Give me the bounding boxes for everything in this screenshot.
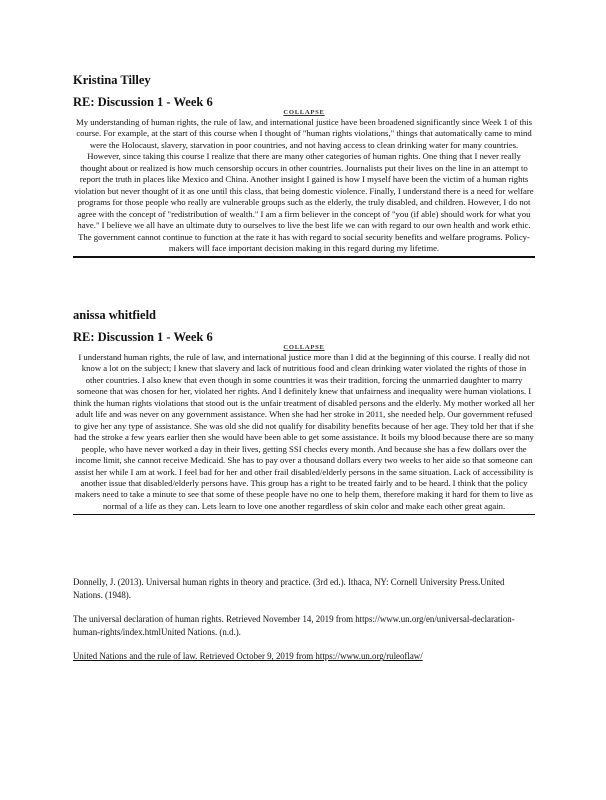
post-body: My understanding of human rights, the rule of law, and international justice have been broadened significantly since Week 1 of this course. For example, at the start of this course when I thought of "human rights violations," things that automatically came to mind were the Holocaust, slavery, starvation in poor countries, and not having access to clean drinking water for many countries. However, since taking this course I realize that there are many other categories of human rights. One thing that I never really thought about or realized is how much censorship occurs in other countries. Journalists put their lives on the line in an attempt to report the truth in places like Mexico and China. Another insight I gained is how I myself have been the victim of a human rights violation but never thought of it as one until this class, that being domestic violence. Finally, I understand there is a need for welfare programs for those people who really are vulnerable groups such as the elderly, the truly disabled, and children. However, I do not agree with the concept of "redistribution of wealth." I am a firm believer in the concept of "you (if able) should work for what you have." I believe we all have an ultimate duty to ourselves to live the best life we can with regard to our own health and work ethic. The government cannot continue to function at the rate it has with regard to social security benefits and welfare programs. Policy-makers will face important decision making in this regard during my lifetime. <box>74 117 534 253</box>
discussion-post <box>73 73 535 258</box>
post-divider <box>73 256 535 258</box>
post-subject: RE: Discussion 1 - Week 6 <box>73 95 213 109</box>
reference-item: The universal declaration of human rights. Retrieved November 14, 2019 from https://www.un.org/en/universal-declaration-human-rights/index.htmlUnited Nations. (n.d.). <box>73 614 515 637</box>
post-author: Kristina Tilley <box>73 73 151 87</box>
post-divider <box>73 514 535 515</box>
references <box>73 576 535 663</box>
post-body: I understand human rights, the rule of law, and international justice more than I did at the beginning of this course. I really did not know a lot on the subject; I knew that slavery and lack of nutritious food and clean drinking water violated the rights of those in other countries. I also knew that even though in some countries it was their tradition, forcing the unmarried daughter to marry someone that was chosen for her, violated her rights. And I definitely knew that unfairness and inequality were human violations. I think the human rights violations that stood out is the unfair treatment of disabled persons and the elderly. My mother worked all her adult life and was never on any government assistance. When she had her stroke in 2011, she needed help. Our government refused to give her any type of assistance. She was old she did not qualify for disability benefits because of her age. They told her that if she had the stroke a few years earlier then she would have been able to get some assistance. It boils my blood because there are so many people, who have never worked a day in their lives, getting SSI checks every month. And because she has a few dollars over the income limit, she cannot receive Medicaid. She has to pay over a thousand dollars every two weeks to her aide so that someone can assist her while I am at work. I feel bad for her and other frail disabled/elderly persons in the same situation. Lack of accessibility is another issue that disabled/elderly persons have. This group has a right to be treated fairly and to be heard. I think that the policy makers need to take a minute to see that some of these people have no one to help them, therefore making it hard for them to live as normal of a life as they can. Lets learn to love one another regardless of skin color and make each other great again. <box>73 352 535 511</box>
collapse-link[interactable]: COLLAPSE <box>283 344 325 351</box>
discussion-post <box>73 308 535 515</box>
post-author: anissa whitfield <box>73 308 157 322</box>
post-subject: RE: Discussion 1 - Week 6 <box>73 330 213 344</box>
reference-item: Donnelly, J. (2013). Universal human rights in theory and practice. (3rd ed.). Ithaca, NY: Cornell University Press.United Nations. (1948). <box>73 577 505 600</box>
reference-link[interactable]: United Nations and the rule of law. Retrieved October 9, 2019 from https://www.un.org/ruleoflaw/ <box>73 651 423 662</box>
collapse-link[interactable]: COLLAPSE <box>283 109 325 116</box>
